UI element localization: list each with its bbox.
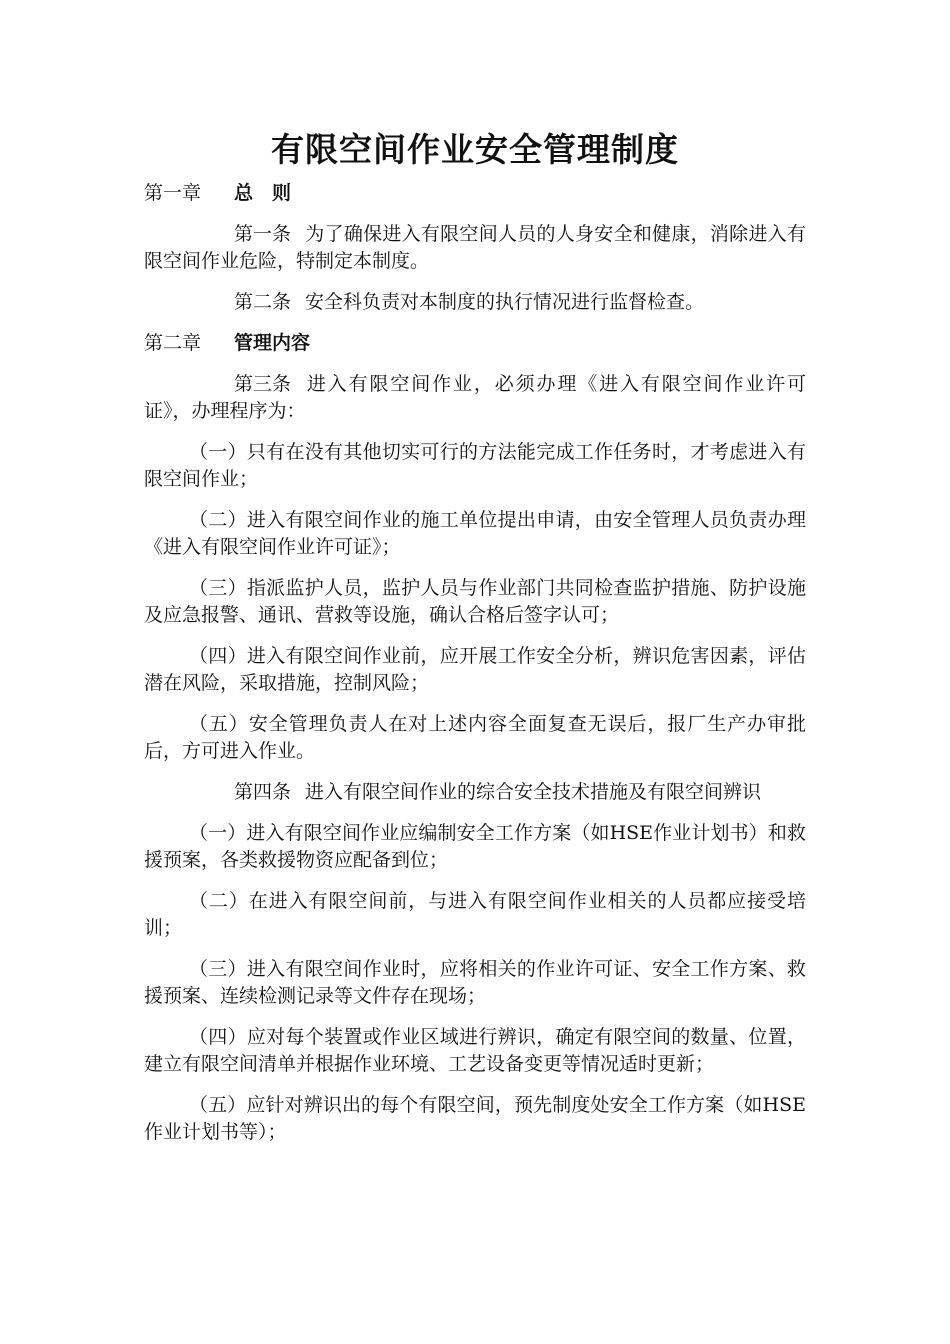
article-number: 第四条 bbox=[234, 781, 292, 803]
list-item: （五）应针对辨识出的每个有限空间，预先制度处安全工作方案（如HSE作业计划书等）； bbox=[144, 1094, 806, 1143]
list-item: （二）进入有限空间作业的施工单位提出申请，由安全管理人员负责办理《进入有限空间作业许可证》； bbox=[144, 509, 806, 558]
article-number: 第三条 bbox=[234, 373, 292, 395]
list-item: （五）安全管理负责人在对上述内容全面复查无误后，报厂生产办审批后，方可进入作业。 bbox=[144, 713, 806, 762]
document-body bbox=[144, 180, 806, 1160]
chapter-number: 第一章 bbox=[144, 182, 202, 204]
list-item: （四）应对每个装置或作业区域进行辨识，确定有限空间的数量、位置，建立有限空间清单并根据作业环境、工艺设备变更等情况适时更新； bbox=[144, 1026, 806, 1075]
article-number: 第二条 bbox=[234, 291, 292, 313]
article-number: 第一条 bbox=[234, 223, 292, 245]
list-item: （二）在进入有限空间前，与进入有限空间作业相关的人员都应接受培训； bbox=[144, 890, 806, 939]
article-paragraph bbox=[144, 221, 806, 275]
article-text: 安全科负责对本制度的执行情况进行监督检查。 bbox=[305, 291, 705, 313]
article-paragraph bbox=[144, 779, 806, 806]
article-paragraph bbox=[144, 371, 806, 425]
chapter-title: 总 则 bbox=[234, 182, 292, 204]
article-text: 进入有限空间作业的综合安全技术措施及有限空间辨识 bbox=[305, 781, 762, 803]
list-item: （三）进入有限空间作业时，应将相关的作业许可证、安全工作方案、救援预案、连续检测记录等文件存在现场； bbox=[144, 958, 806, 1007]
list-item: （四）进入有限空间作业前，应开展工作安全分析，辨识危害因素，评估潜在风险，采取措施，控制风险； bbox=[144, 645, 806, 694]
article-text: 为了确保进入有限空间人员的人身安全和健康，消除进入有限空间作业危险，特制定本制度。 bbox=[144, 223, 806, 272]
list-item: （一）进入有限空间作业应编制安全工作方案（如HSE作业计划书）和救援预案，各类救援物资应配备到位； bbox=[144, 822, 806, 871]
article-text: 进入有限空间作业，必须办理《进入有限空间作业许可证》，办理程序为： bbox=[144, 373, 806, 422]
list-item: （三）指派监护人员，监护人员与作业部门共同检查监护措施、防护设施及应急报警、通讯、营救等设施，确认合格后签字认可； bbox=[144, 577, 806, 626]
chapter-title: 管理内容 bbox=[234, 332, 311, 354]
list-item: （一）只有在没有其他切实可行的方法能完成工作任务时，才考虑进入有限空间作业； bbox=[144, 441, 806, 490]
chapter-heading bbox=[144, 180, 806, 207]
article-paragraph bbox=[144, 289, 806, 316]
chapter-number: 第二章 bbox=[144, 332, 202, 354]
document-title: 有限空间作业安全管理制度 bbox=[271, 130, 679, 169]
chapter-heading bbox=[144, 330, 806, 357]
